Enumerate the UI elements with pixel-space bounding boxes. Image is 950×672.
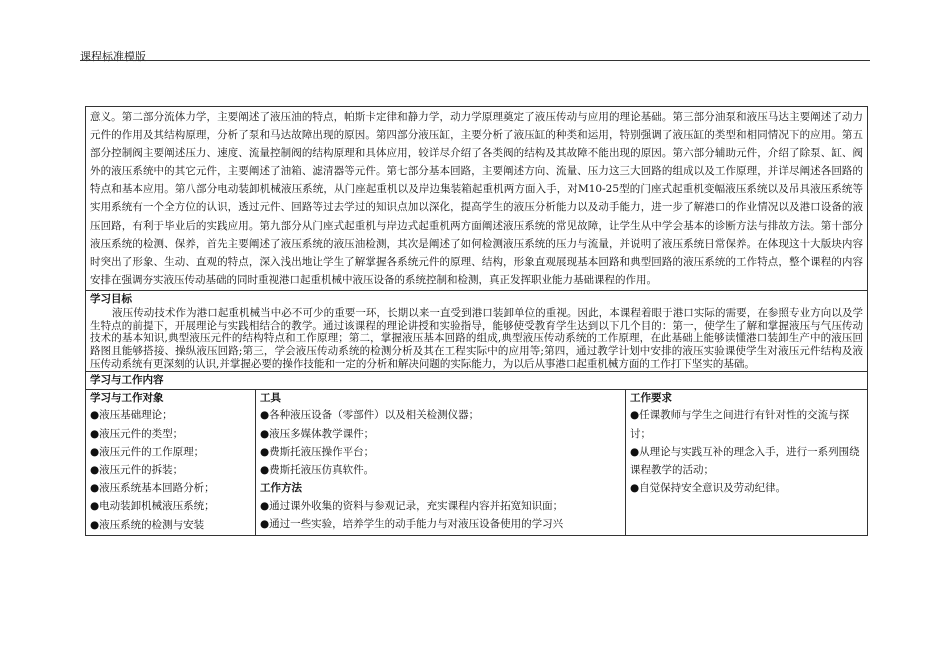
page-header-label: 课程标准模版 xyxy=(80,50,146,63)
list-item: ●液压基础理论； xyxy=(90,409,173,422)
intro-cell xyxy=(86,107,868,291)
list-item: ●液压系统基本回路分析； xyxy=(90,482,215,495)
list-item: ●液压元件的工作原理； xyxy=(90,445,205,458)
list-item: ●通过一些实验，培养学生的动手能力与对液压设备使用的学习兴 xyxy=(260,518,564,531)
bullet-icon: ● xyxy=(260,518,270,531)
list-item: ●各种液压设备（零部件）以及相关检测仪器； xyxy=(260,409,480,422)
list-item: ●液压元件的类型； xyxy=(90,427,184,440)
list-item: ●电动装卸机械液压系统； xyxy=(90,500,215,513)
bullet-icon: ● xyxy=(260,409,270,422)
learning-content-row xyxy=(86,390,868,535)
list-item: ●自觉保持安全意识及劳动纪律。 xyxy=(630,482,787,495)
requirements-heading: 工作要求 xyxy=(630,392,672,405)
bullet-icon: ● xyxy=(630,409,640,422)
list-item: ●液压系统的检测与安装 xyxy=(90,518,205,531)
learning-goals-cell xyxy=(86,290,868,372)
bullet-icon: ● xyxy=(90,482,100,495)
objects-column xyxy=(86,390,256,535)
learning-goals-row xyxy=(86,290,868,372)
list-item: ●液压元件的拆装； xyxy=(90,464,184,477)
list-item: ●从理论与实践互补的理念入手，进行一系列围绕课程教学的活动； xyxy=(630,445,860,477)
intro-row xyxy=(86,107,868,291)
bullet-icon: ● xyxy=(90,500,100,513)
bullet-icon: ● xyxy=(90,445,100,458)
bullet-icon: ● xyxy=(90,409,100,422)
bullet-icon: ● xyxy=(260,464,270,477)
bullet-icon: ● xyxy=(90,427,100,440)
bullet-icon: ● xyxy=(630,482,640,495)
bullet-icon: ● xyxy=(630,445,640,458)
bullet-icon: ● xyxy=(260,500,270,513)
learning-goals-heading: 学习目标 xyxy=(90,292,132,305)
course-standard-table xyxy=(85,106,868,536)
list-item: ●任课教师与学生之间进行有针对性的交流与探讨； xyxy=(630,409,850,440)
list-item: ●费斯托液压仿真软件。 xyxy=(260,464,375,477)
learning-goals-body: 液压传动技术作为港口起重机械当中必不可少的重要一环，长期以来一直受到港口装卸单位的重视。因此，本课程着眼于港口实际的需要，在参照专业方向以及学生特点的前提下，开展理论与实践相结合的教学。通过该课程的理论讲授和实验指导，能够使受教育学生达到以下几个目的：第一，使学生了解和掌握液压与气压传动技术的基本知识,典型液压元件的结构特点和工作原理；第二，掌握液压基本回路的组成,典型液压传动系统的工作原理，在此基础上能够读懂港口装卸生产中的液压回路图且能够搭接、操纵液压回路;第三，学会液压传动系统的检测分析及其在工程实际中的应用等;第四，通过教学计划中安排的液压实验课使学生对液压元件结构及液压传动系统有更深刻的认识,并掌握必要的操作技能和一定的分析和解决问题的实际能力，为以后从事港口起重机械方面的工作打下坚实的基础。 xyxy=(90,306,864,370)
bullet-icon: ● xyxy=(260,427,270,440)
bullet-icon: ● xyxy=(260,445,270,458)
bullet-icon: ● xyxy=(90,518,100,531)
work-methods-heading: 工作方法 xyxy=(260,482,302,495)
list-item: ●液压多媒体教学课件； xyxy=(260,427,375,440)
learning-content-heading: 学习与工作内容 xyxy=(90,374,164,387)
tools-column xyxy=(256,390,626,535)
learning-content-heading-row xyxy=(86,372,868,390)
list-item: ●费斯托液压操作平台； xyxy=(260,445,375,458)
header-divider xyxy=(80,60,870,61)
bullet-icon: ● xyxy=(90,464,100,477)
intro-paragraph: 意义。第二部分流体力学，主要阐述了液压油的特点，帕斯卡定律和静力学，动力学原理奠定了液压传动与应用的理论基础。第三部分油泵和液压马达主要阐述了动力元件的作用及其结构原理，分析了泵和马达故障出现的原因。第四部分液压缸，主要分析了液压缸的种类和运用，特别强调了液压缸的类型和相同情况下的应用。第五部分控制阀主要阐述压力、速度、流量控制阀的结构原理和具体应用，较详尽介绍了各类阀的结构及其故障不能出现的原因。第六部分辅助元件，介绍了除泵、缸、阀外的液压系统中的其它元件，主要阐述了油箱、滤清器等元件。第七部分基本回路，主要阐述方向、流量、压力这三大回路的组成以及工作原理，并详尽阐述各回路的特点和基本应用。第八部分电动装卸机械液压系统，从门座起重机以及岸边集装箱起重机两方面入手，对M10-25型的门座式起重机变幅液压系统以及吊具液压系统等实用系统有一个全方位的认识，透过元件、回路等过去学过的知识点加以深化，提高学生的液压分析能力以及动手能力，进一步了解港口的作业情况以及港口设备的液压回路，有利于毕业后的实践应用。第九部分从门座式起重机与岸边式起重机两方面阐述液压系统的常见故障，让学生从中学会基本的诊断方法与排故方法。第十部分液压系统的检测、保养，首先主要阐述了液压系统的液压油检测，其次是阐述了如何检测液压系统的压力与流量，并说明了液压系统日常保养。在体现这十大版块内容时突出了形象、生动、直观的特点，深入浅出地让学生了解掌握各系统元件的原理、结构，形象直观展现基本回路和典型回路的液压系统的工作特点，整个课程的内容安排在强调夯实液压传动基础的同时重视港口起重机械中液压设备的系统控制和检测，真正发挥职业能力基础课程的作用。 xyxy=(90,111,864,286)
requirements-column xyxy=(626,390,868,535)
list-item: ●通过课外收集的资料与参观记录，充实课程内容并拓宽知识面； xyxy=(260,500,564,513)
learning-content-heading-cell xyxy=(86,372,868,390)
objects-heading: 学习与工作对象 xyxy=(90,392,164,405)
tools-heading: 工具 xyxy=(260,392,281,405)
